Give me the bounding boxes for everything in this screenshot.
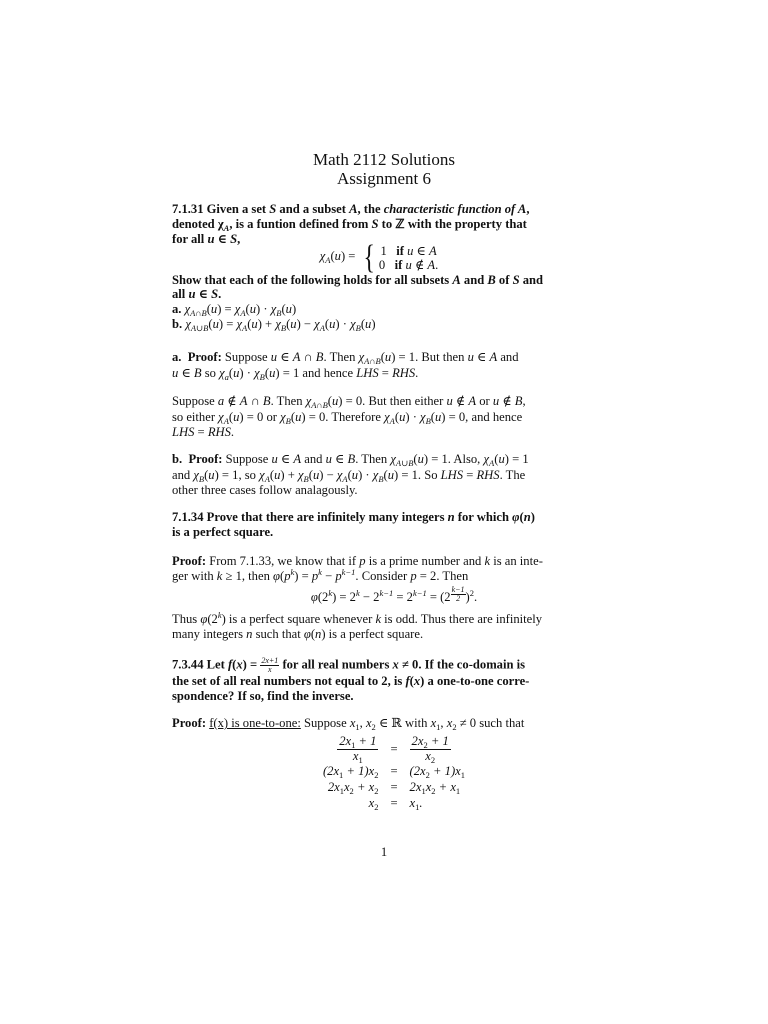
equation-row: $(2x_1 + 1)x_2$ = $(2x_2 + 1)x_1$ <box>322 763 466 780</box>
proof-7-3-44 <box>172 716 616 812</box>
proof-a-part2 <box>172 394 616 440</box>
problem-statement-line: 7.1.31 Given a set S and a subset A, the characteristic function of A, <box>172 202 530 216</box>
proof-line: u ∈ B so $\chi_a(u) \cdot \chi_B(u) = 1$ and hence LHS = RHS. <box>172 365 419 382</box>
problem-7-1-31 <box>172 202 616 333</box>
problem-statement-line: the set of all real numbers not equal to 2, is f(x) a one-to-one corre- <box>172 674 530 688</box>
proof-line: other three cases follow analagously. <box>172 483 358 497</box>
page-number: 1 <box>380 845 388 859</box>
equation-array <box>317 735 471 812</box>
problem-statement-line: denoted $\chi_A$, is a funtion defined from S to ℤ with the property that <box>172 216 527 233</box>
proof-line: LHS = RHS. <box>172 425 235 439</box>
problem-statement-line: is a perfect square. <box>172 524 274 539</box>
problem-statement-line: 7.1.34 Prove that there are infinitely many integers n for which φ(n) <box>172 510 535 524</box>
show-line: all u ∈ S. <box>172 287 222 301</box>
proof-a <box>172 350 616 381</box>
proof-line: a. Proof: Suppose u ∈ A ∩ B. Then $\chi_{A\cap B}(u) = 1$. But then u ∈ A and <box>172 350 519 366</box>
proof-line: many integers n such that φ(n) is a perfect square. <box>172 627 424 642</box>
proof-line: and $\chi_B(u) = 1$, so $\chi_A(u) + \chi_B(u) - \chi_A(u) \cdot \chi_B(u) = 1$. So LHS = RHS. The <box>172 467 526 484</box>
phi-equation: $\varphi(2^k) = 2^k - 2^{k-1} = 2^{k-1} = (2$ $^{\frac{k-1}{2}}$ )$^2$. <box>310 584 478 604</box>
proof-line: b. Proof: Suppose u ∈ A and u ∈ B. Then $\chi_{A\cup B}(u) = 1$. Also, $\chi_A(u) = 1$ <box>172 452 529 468</box>
characteristic-function-definition: $\chi_A(u)$ = { 1 if u ∈ A 0 if u ∉ A. <box>319 238 439 276</box>
show-line: Show that each of the following holds for all subsets A and B of S and <box>172 272 544 287</box>
proof-b <box>172 452 616 498</box>
proof-line: Proof: f(x) is one-to-one: Suppose $x_1$, $x_2$ ∈ ℝ with $x_1$, $x_2 \ne 0$ such that <box>172 716 525 732</box>
item-a: a. $\chi_{A\cap B}(u) = \chi_A(u) \cdot \chi_B(u)$ <box>172 301 297 318</box>
proof-line: ger with k ≥ 1, then $\varphi(p^k) = p^k - p^{k-1}$. Consider p = 2. Then <box>172 566 469 583</box>
one-to-one-heading: f(x) is one-to-one: <box>209 716 301 730</box>
case-value: 1 <box>380 243 387 258</box>
problem-7-3-44 <box>172 657 616 703</box>
equation-row: $\frac{2x_1 + 1}{x_1}$ = $\frac{2x_2 + 1}{x_2}$ <box>339 733 449 765</box>
equation-row: $x_2$ = $x_1$. <box>368 795 423 812</box>
problem-statement-line: 7.3.44 Let f(x) = $\frac{2x+1}{x}$ for all real numbers x ≠ 0. If the co-domain is <box>172 656 526 674</box>
equation-row: $2x_1x_2 + x_2$ = $2x_1x_2 + x_1$ <box>327 779 461 796</box>
page-title: Math 2112 Solutions <box>313 150 455 169</box>
page-subtitle: Assignment 6 <box>337 169 431 188</box>
proof-7-1-34 <box>172 554 616 642</box>
proof-line: Suppose a ∉ A ∩ B. Then $\chi_{A\cap B}(u) = 0$. But then either u ∉ A or u ∉ B, <box>172 394 526 410</box>
problem-statement-line: spondence? If so, find the inverse. <box>172 688 354 703</box>
proof-line: Thus φ(2$^k$) is a perfect square whenever k is odd. Thus there are infinitely <box>172 609 543 626</box>
problem-7-1-34 <box>172 510 616 539</box>
proof-line: Proof: From 7.1.33, we know that if p is a prime number and k is an inte- <box>172 554 543 568</box>
case-value: 0 <box>378 257 386 272</box>
problem-statement-line: for all u ∈ S, <box>172 232 241 246</box>
proof-line: so either $\chi_A(u) = 0$ or $\chi_B(u) = 0$. Therefore $\chi_A(u) \cdot \chi_B(u) = 0$, and hence <box>172 409 523 426</box>
item-b: b. $\chi_{A\cup B}(u) = \chi_A(u) + \chi_B(u) - \chi_A(u) \cdot \chi_B(u)$ <box>172 317 376 333</box>
